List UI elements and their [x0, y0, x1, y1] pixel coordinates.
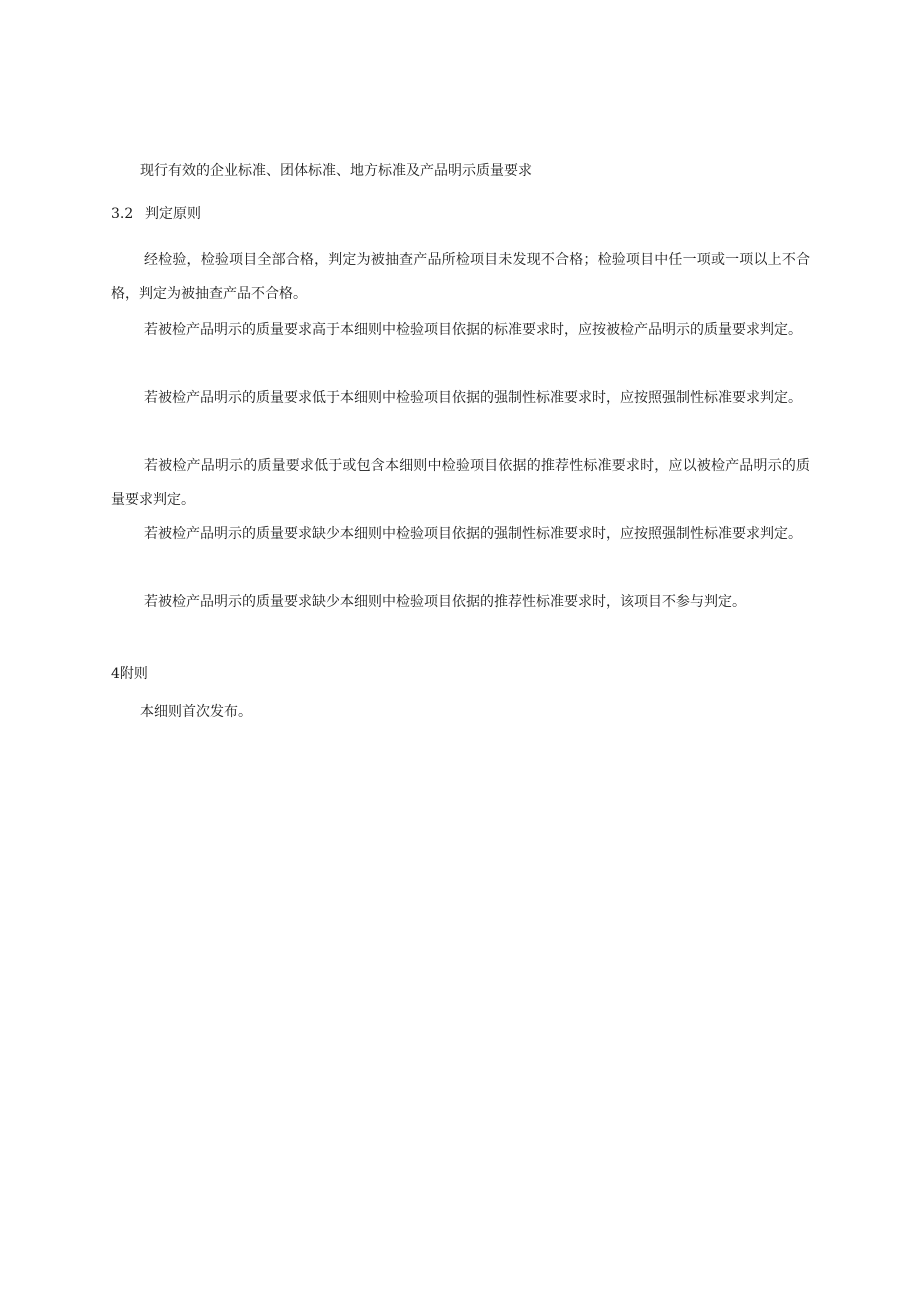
paragraph-missing-recommended: 若被检产品明示的质量要求缺少本细则中检验项目依据的推荐性标准要求时，该项目不参与判定。: [144, 594, 746, 610]
paragraph-lower-mandatory: 若被检产品明示的质量要求低于本细则中检验项目依据的强制性标准要求时，应按照强制性标准要求判定。: [144, 390, 802, 406]
section-4-body: 本细则首次发布。: [140, 704, 252, 720]
section-title: 判定原则: [145, 206, 201, 222]
paragraph-judgment-basic: 经检验，检验项目全部合格，判定为被抽查产品所检项目未发现不合格；检验项目中任一项或一项以上不合格，判定为被抽查产品不合格。: [111, 252, 810, 302]
section-3-2-heading: [111, 204, 201, 224]
paragraph-missing-mandatory: 若被检产品明示的质量要求缺少本细则中检验项目依据的强制性标准要求时，应按照强制性标准要求判定。: [144, 526, 802, 542]
paragraph-lower-recommended: 若被检产品明示的质量要求低于或包含本细则中检验项目依据的推荐性标准要求时，应以被检产品明示的质量要求判定。: [111, 458, 810, 508]
section-number: 3.2: [111, 206, 134, 222]
paragraph-higher-requirement: 若被检产品明示的质量要求高于本细则中检验项目依据的标准要求时，应按被检产品明示的质量要求判定。: [144, 322, 802, 338]
section-4-heading: 4附则: [111, 666, 148, 682]
intro-line: 现行有效的企业标准、团体标准、地方标准及产品明示质量要求: [140, 163, 532, 179]
